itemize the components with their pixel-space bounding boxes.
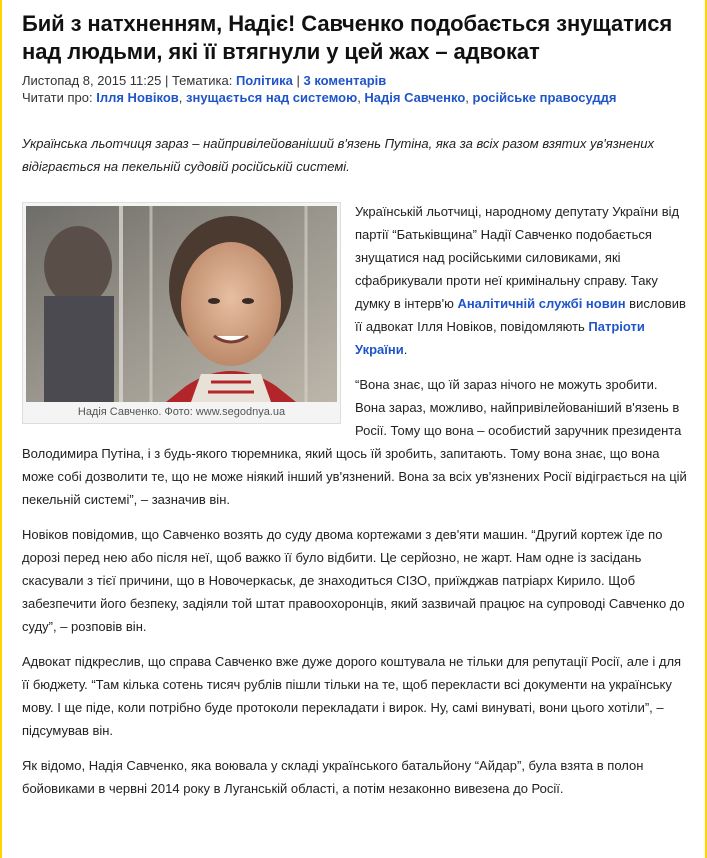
read-about-label: Читати про: — [22, 90, 97, 105]
paragraph: Українській льотчиці, народному депутату України від партії “Батьківщина” Надії Савченко подобається знущатися над російськими силовиками, які сфабрикували проти неї кримінальну справу. Таку думку в інтерв'ю Аналітичній службі новин висловив її адвокат Ілля Новіков, повідомляють Патріоти України. — [355, 204, 686, 357]
article-title: Бий з натхненням, Надіє! Савченко подобається знущатися над людьми, які її втягнули у цей жах – адвокат — [22, 11, 673, 64]
paragraph: Адвокат підкреслив, що справа Савченко вже дуже дорого коштувала не тільки для репутації Росії, але і для її бюджету. “Там кілька сотень тисяч рублів пішли тільки на те, щоб перекласти всі документи на українську мову. І ще піде, коли потрібно буде протоколи перекладати і вирок. Ну, самі винуваті, вони цього хотіли”, – підсумував він. — [22, 654, 682, 738]
source-link[interactable]: Патріоти України — [355, 319, 645, 357]
tags-line: Читати про: Ілля Новіков, знущається над системою, Надія Савченко, російське правосуддя — [22, 90, 617, 105]
photo-image — [26, 206, 337, 402]
tag-link[interactable]: знущається над системою — [186, 90, 358, 105]
tag-link[interactable]: Ілля Новіков — [96, 90, 179, 105]
paragraph: Новіков повідомив, що Савченко возять до суду двома кортежами з дев'яти машин. “Другий кортеж їде по дорозі перед нею або після неї, щоб важко її було відбити. Це серйозно, не жарт. Нам одне із засідань скасували з тієї причини, що в Новочеркаськ, де знаходиться СІЗО, приїжджав патріарх Кирило. Щоб забезпечити його безпеку, задіяли той штат правоохоронців, який зазвичай працює на супроводі Савченко до суду”, – розповів він. — [22, 527, 685, 634]
article-date: Листопад 8, 2015 11:25 — [22, 73, 162, 88]
comments-link[interactable]: 3 коментарів — [303, 73, 387, 88]
tag-link[interactable]: Надія Савченко — [364, 90, 466, 105]
paragraph: “Вона знає, що їй зараз нічого не можуть зробити. Вона зараз, можливо, найпривілейованіший в'язень в Росії. Тому що вона – особистий заручник президента Володимира Путіна, і з будь-якого тюремника, який щось їй зробить, запитають. Тому вона знає, що вона може собі дозволити те, що не може ніякий інший ув'язнений. Вона за всіх ув'язнених Росії відіграється на цій пекельній системі”, – зазначив він. — [22, 377, 687, 507]
article-meta: Листопад 8, 2015 11:25 | Тематика: Політика | 3 коментарів — [22, 73, 387, 88]
article — [2, 0, 705, 800]
article-lead: Українська льотчиця зараз – найпривілейованіший в'язень Путіна, яка за всіх разом взятих ув'язнених відіграється на пекельній судовій російській системі. — [22, 136, 655, 174]
article-body — [22, 178, 687, 800]
article-photo — [22, 202, 341, 424]
article-page — [2, 0, 705, 858]
paragraph: Як відомо, Надія Савченко, яка воювала у складі українського батальйону “Айдар”, була взята в полон бойовиками в червні 2014 року в Луганській області, а потім незаконно вивезена до Росії. — [22, 758, 644, 796]
photo-caption: Надія Савченко. Фото: www.segodnya.ua — [77, 406, 286, 418]
tag-link[interactable]: російське правосуддя — [472, 90, 617, 105]
source-link[interactable]: Аналітичній службі новин — [457, 296, 626, 311]
category-link[interactable]: Політика — [235, 73, 293, 88]
